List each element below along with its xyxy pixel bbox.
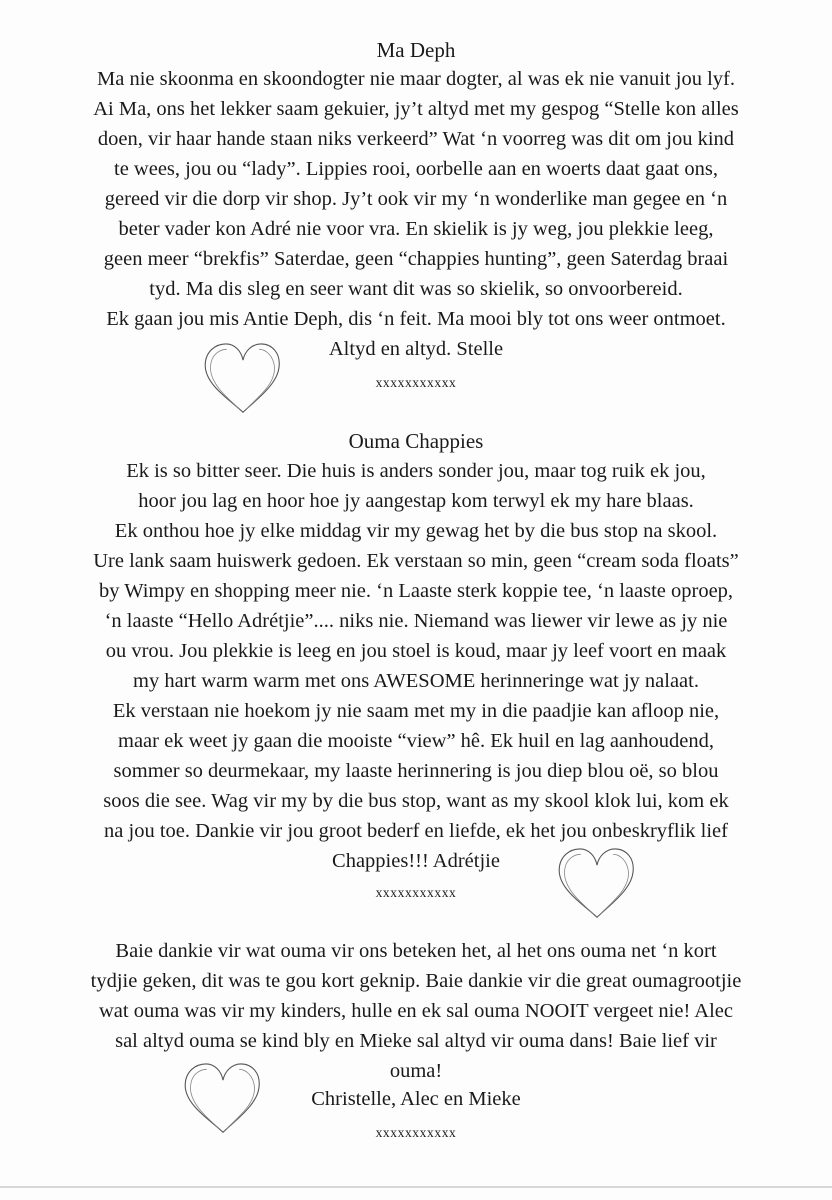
paragraph-line: tydjie geken, dit was te gou kort geknip. Baie dankie vir die great oumagrootjie [90,970,742,992]
signature-line-stelle: Altyd en altyd. Stelle [328,338,504,360]
paragraph-line: geen meer “brekfis” Saterdae, geen “chappies hunting”, geen Saterdag braai [103,248,729,270]
paragraph-line: Ek is so bitter seer. Die huis is anders sonder jou, maar tog ruik ek jou, [126,460,706,482]
paragraph-line: hoor jou lag en hoor hoe jy aangestap kom terwyl ek my hare blaas. [138,490,694,512]
kisses-line: xxxxxxxxxxx [375,375,457,390]
heart-outline-icon [198,340,288,418]
signature-line-christelle: Christelle, Alec en Mieke [311,1088,521,1110]
paragraph-line: by Wimpy en shopping meer nie. ‘n Laaste sterk koppie tee, ‘n laaste oproep, [98,580,734,602]
paragraph-line: te wees, jou ou “lady”. Lippies rooi, oorbelle aan en woerts daat gaat ons, [114,158,718,180]
section-title-ouma-chappies: Ouma Chappies [348,429,484,453]
paragraph-line: na jou toe. Dankie vir jou groot bederf en liefde, ek het jou onbeskryflik lief [104,820,728,842]
paragraph-line: tyd. Ma dis sleg en seer want dit was so skielik, so onvoorbereid. [149,278,683,300]
paragraph-line: ou vrou. Jou plekkie is leeg en jou stoel is koud, maar jy leef voort en maak [105,640,727,662]
paragraph-line: ouma! [389,1060,443,1082]
paragraph-line: sal altyd ouma se kind bly en Mieke sal altyd vir ouma dans! Baie lief vir [115,1030,717,1052]
paragraph-line: doen, vir haar hande staan niks verkeerd” Wat ‘n voorreg was dit om jou kind [97,128,735,150]
paragraph-line: beter vader kon Adré nie voor vra. En skielik is jy weg, jou plekkie leeg, [118,218,714,240]
paragraph-line: gereed vir die dorp vir shop. Jy’t ook vir my ‘n wonderlike man gegee en ‘n [104,188,728,210]
paragraph-line: Ek verstaan nie hoekom jy nie saam met my in die paadjie kan afloop nie, [112,700,720,722]
paragraph-line: sommer so deurmekaar, my laaste herinnering is jou diep blou oë, so blou [113,760,719,782]
paragraph-line: Ek gaan jou mis Antie Deph, dis ‘n feit. Ma mooi bly tot ons weer ontmoet. [106,308,726,330]
paragraph-line: my hart warm warm met ons AWESOME herinneringe wat jy nalaat. [133,670,699,692]
paragraph-line: soos die see. Wag vir my by die bus stop, want as my skool klok lui, kom ek [103,790,729,812]
paragraph-line: wat ouma was vir my kinders, hulle en ek sal ouma NOOIT vergeet nie! Alec [99,1000,733,1022]
paragraph-line: Ure lank saam huiswerk gedoen. Ek verstaan so min, geen “cream soda floats” [93,550,739,572]
kisses-line: xxxxxxxxxxx [375,1125,457,1140]
paragraph-line: Baie dankie vir wat ouma vir ons beteken het, al het ons ouma net ‘n kort [115,940,717,962]
page-bottom-edge [0,1186,832,1188]
paragraph-line: maar ek weet jy gaan die mooiste “view” hê. Ek huil en lag aanhoudend, [118,730,714,752]
paragraph-line: ‘n laaste “Hello Adrétjie”.... niks nie. Niemand was liewer vir lewe as jy nie [104,610,728,632]
heart-outline-icon [178,1060,268,1138]
paragraph-line: Ek onthou hoe jy elke middag vir my gewag het by die bus stop na skool. [114,520,718,542]
section-title-ma-deph: Ma Deph [376,38,456,62]
kisses-line: xxxxxxxxxxx [375,885,457,900]
heart-outline-icon [552,845,642,923]
signature-line-adretjie: Chappies!!! Adrétjie [332,850,500,872]
paragraph-line: Ai Ma, ons het lekker saam gekuier, jy’t altyd met my gespog “Stelle kon alles [93,98,739,120]
paragraph-line: Ma nie skoonma en skoondogter nie maar dogter, al was ek nie vanuit jou lyf. [97,68,735,90]
